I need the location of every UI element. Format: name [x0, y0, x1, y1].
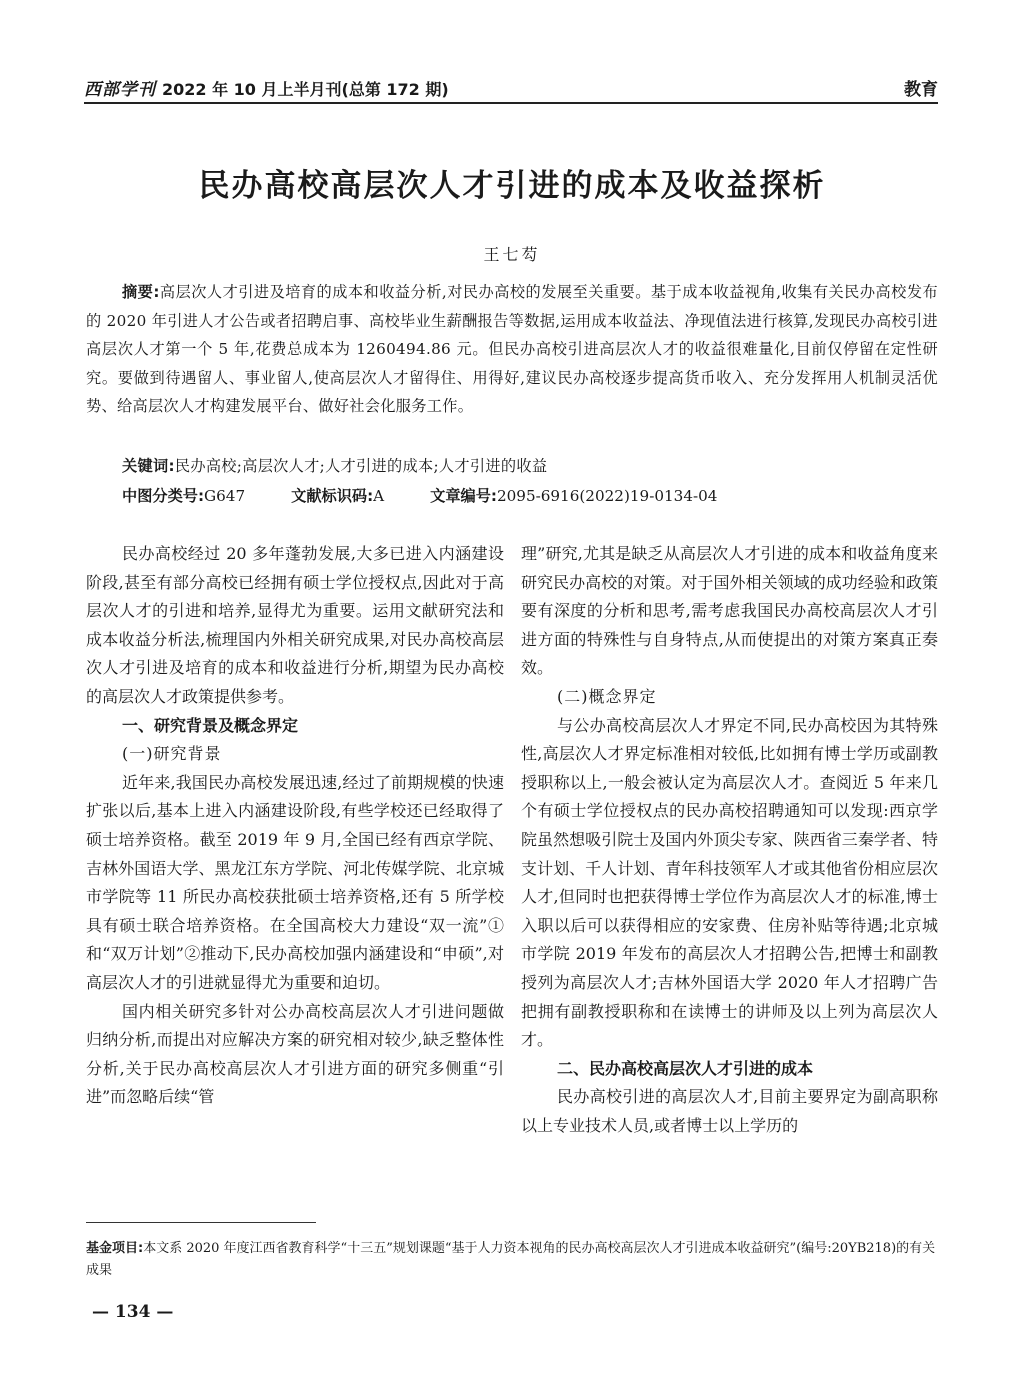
funding-text: 本文系 2020 年度江西省教育科学“十三五”规划课题“基于人力资本视角的民办高校高层次人才引进成本收益研究”(编号:20YB218)的有关成果	[86, 1241, 936, 1278]
body-paragraph: 近年来,我国民办高校发展迅速,经过了前期规模的快速扩张以后,基本上进入内涵建设阶段,有些学校还已经取得了硕士培养资格。截至 2019 年 9 月,全国已经有西京学院、吉林外国语大学、黑龙江东方学院、河北传媒学院、北京城市学院等 11 所民办高校获批硕士培养资格,还有 5 所学校具有硕士联合培养资格。在全国高校大力建设“双一流”①和“双万计划”②推动下,民办高校加强内涵建设和“申硕”,对高层次人才的引进就显得尤为重要和迫切。	[86, 772, 504, 992]
funding-label: 基金项目:	[86, 1241, 144, 1256]
page-number: — 134 —	[92, 1302, 174, 1322]
section-heading-1: 一、研究背景及概念界定	[122, 715, 299, 735]
issue-info: 2022 年 10 月上半月刊(总第 172 期)	[162, 80, 449, 99]
body-paragraph: 国内相关研究多针对公办高校高层次人才引进问题做归纳分析,而提出对应解决方案的研究相对较少,缺乏整体性分析,关于民办高校高层次人才引进方面的研究多侧重“引进”而忽略后续“管	[86, 1001, 504, 1107]
keywords-label: 关键词:	[122, 457, 175, 475]
subsection-heading-1: (一)研究背景	[122, 744, 222, 764]
keywords-text: 民办高校;高层次人才;人才引进的成本;人才引进的收益	[174, 457, 548, 475]
body-paragraph: 与公办高校高层次人才界定不同,民办高校因为其特殊性,高层次人才界定标准相对较低,比如拥有博士学历或副教授职称以上,一般会被认定为高层次人才。查阅近 5 年来几个有硕士学位授权点的民办高校招聘通知可以发现:西京学院虽然想吸引院士及国内外顶尖专家、陕西省三秦学者、特支计划、千人计划、青年科技领军人才或其他省份相应层次人才,但同时也把获得博士学位作为高层次人才的标准,博士入职以后可以获得相应的安家费、住房补贴等待遇;北京城市学院 2019 年发布的高层次人才招聘公告,把博士和副教授列为高层次人才;吉林外国语大学 2020 年人才招聘广告把拥有副教授职称和在读博士的讲师及以上列为高层次人才。	[521, 715, 938, 1050]
classification-line	[122, 482, 938, 510]
right-column	[521, 540, 938, 1140]
funding-note	[86, 1238, 944, 1282]
running-header	[84, 70, 938, 104]
abstract-text: 高层次人才引进及培育的成本和收益分析,对民办高校的发展至关重要。基于成本收益视角,收集有关民办高校发布的 2020 年引进人才公告或者招聘启事、高校毕业生薪酬报告等数据,运用成本收益法、净现值法进行核算,发现民办高校引进高层次人才第一个 5 年,花费总成本为 1260494.86 元。但民办高校引进高层次人才的收益很难量化,目前仅停留在定性研究。要做到待遇留人、事业留人,使高层次人才留得住、用得好,建议民办高校逐步提高货币收入、充分发挥用人机制灵活优势、给高层次人才构建发展平台、做好社会化服务工作。	[86, 283, 938, 415]
author-name: 王七芶	[483, 245, 541, 264]
body-paragraph: 民办高校引进的高层次人才,目前主要界定为副高职称以上专业技术人员,或者博士以上学历的	[521, 1087, 938, 1135]
section-heading-2: 二、民办高校高层次人才引进的成本	[557, 1058, 814, 1078]
journal-logo: 西部学刊	[84, 80, 156, 100]
article-number: 文章编号:2095-6916(2022)19-0134-04	[430, 487, 718, 505]
intro-paragraph: 民办高校经过 20 多年蓬勃发展,大多已进入内涵建设阶段,甚至有部分高校已经拥有硕士学位授权点,因此对于高层次人才的引进和培养,显得尤为重要。运用文献研究法和成本收益分析法,梳理国内外相关研究成果,对民办高校高层次人才引进及培育的成本和收益进行分析,期望为民办高校的高层次人才政策提供参考。	[86, 544, 504, 706]
header-left	[84, 75, 449, 100]
section-name: 教育	[904, 80, 938, 100]
article-title: 民办高校高层次人才引进的成本及收益探析	[198, 168, 826, 204]
keywords	[122, 452, 938, 480]
document-code: 文献标识码:A	[291, 487, 385, 505]
abstract	[86, 278, 938, 421]
footnote-divider	[86, 1222, 316, 1223]
body-paragraph: 理”研究,尤其是缺乏从高层次人才引进的成本和收益角度来研究民办高校的对策。对于国外相关领域的成功经验和政策要有深度的分析和思考,需考虑我国民办高校高层次人才引进方面的特殊性与自身特点,从而使提出的对策方案真正奏效。	[521, 544, 938, 678]
left-column	[86, 540, 504, 1112]
abstract-label: 摘要:	[122, 283, 160, 301]
clc-number: 中图分类号:G647	[122, 487, 246, 505]
subsection-heading-2: (二)概念界定	[557, 686, 657, 706]
